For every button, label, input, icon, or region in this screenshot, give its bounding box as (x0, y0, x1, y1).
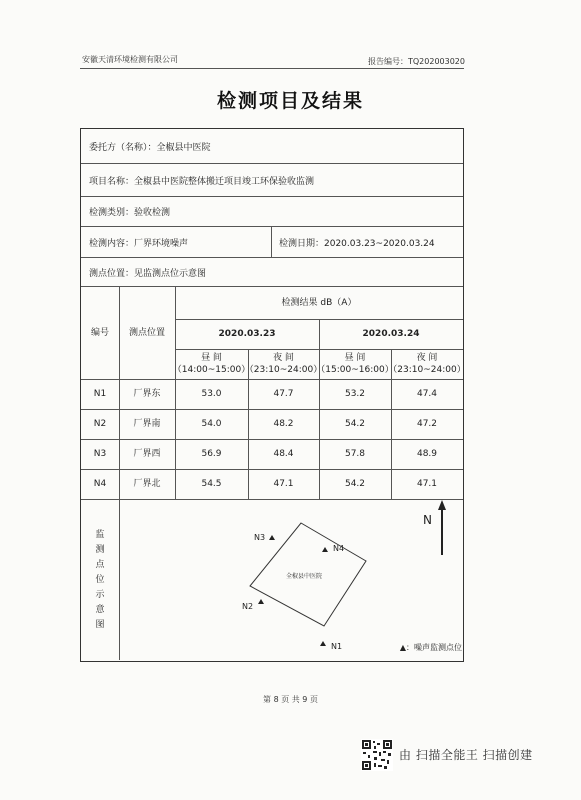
point-label: N1 (331, 642, 343, 651)
diagram-label-char: 位 (95, 574, 105, 585)
points-row (81, 258, 463, 287)
legend-text: ▲：噪声监测点位 (399, 643, 462, 652)
report-number: 报告编号：TQ202003020 (368, 57, 465, 66)
table-cell: 54.2 (344, 419, 366, 429)
table-row-loc: 厂界北 (133, 479, 161, 489)
results-form (80, 128, 464, 662)
table-row-id: N1 (93, 389, 107, 399)
table-cell: 56.9 (201, 449, 222, 459)
project-text: 项目名称：全椒县中医院整体搬迁项目竣工环保验收监测 (89, 176, 315, 187)
table-row-loc: 厂界西 (133, 449, 161, 459)
content-text: 检测内容：厂界环境噪声 (89, 238, 189, 249)
north-arrowhead-icon (438, 500, 446, 510)
date-header-2: 2020.03.24 (362, 329, 420, 339)
table-cell: 47.4 (416, 389, 438, 399)
type-row (81, 197, 463, 227)
diagram-label-char: 意 (95, 604, 105, 615)
table-row-loc: 厂界东 (133, 389, 161, 399)
table-cell: 47.1 (273, 479, 294, 489)
period-4 (388, 349, 466, 379)
table-row-id: N3 (93, 449, 107, 459)
diagram-label-char: 图 (95, 619, 105, 630)
page-title: 检测项目及结果 (216, 90, 364, 112)
table-row-id: N4 (93, 479, 107, 489)
client-row (81, 129, 463, 164)
building-label: 全椒县中医院 (285, 573, 323, 580)
period-time: （15:00~16:00） (316, 365, 394, 375)
table-cell: 48.4 (273, 449, 294, 459)
diagram-label (81, 500, 119, 660)
client-text: 委托方（名称）：全椒县中医院 (89, 142, 211, 153)
period-3 (316, 349, 394, 379)
header-divider (80, 68, 464, 69)
type-text: 检测类别：验收检测 (89, 208, 171, 218)
project-row (81, 164, 463, 197)
table-row-id: N2 (93, 419, 107, 429)
result-header: 检测结果 dB（A） (281, 298, 357, 308)
table-cell: 54.0 (201, 419, 222, 429)
period-label: 夜 间 (273, 353, 294, 363)
monitoring-diagram (120, 500, 463, 660)
point-triangle-icon (258, 599, 264, 604)
company-name: 安徽天清环境检测有限公司 (82, 55, 178, 64)
table-cell: 47.2 (416, 419, 438, 429)
period-time: （14:00~15:00） (172, 365, 251, 375)
qr-code-icon (361, 739, 393, 771)
point-triangle-icon (322, 547, 328, 552)
point-triangle-icon (320, 641, 326, 646)
content-row (81, 227, 463, 258)
point-label: N3 (254, 533, 266, 542)
point-label: N2 (242, 602, 254, 611)
date-text: 检测日期：2020.03.23~2020.03.24 (279, 238, 435, 249)
diagram-label-char: 测 (95, 544, 105, 555)
col-location-header: 测点位置 (128, 328, 165, 338)
table-cell: 54.2 (344, 479, 366, 489)
page-number: 第 8 页 共 9 页 (263, 695, 318, 704)
points-text: 测点位置：见监测点位示意图 (89, 268, 207, 279)
diagram-label-char: 点 (95, 559, 105, 570)
table-cell: 53.0 (201, 389, 222, 399)
period-time: （23:10~24:00） (244, 365, 323, 375)
diagram-label-char: 示 (95, 589, 105, 600)
period-label: 夜 间 (416, 353, 438, 363)
period-label: 昼 间 (201, 353, 222, 363)
period-time: （23:10~24:00） (388, 365, 466, 375)
scanner-watermark: 由 扫描全能王 扫描创建 (399, 748, 533, 762)
content-divider (271, 227, 272, 258)
table-cell: 57.8 (344, 449, 366, 459)
period-2 (244, 349, 323, 379)
period-label: 昼 间 (344, 353, 366, 363)
period-1 (172, 349, 251, 379)
point-label: N4 (333, 544, 345, 553)
table-cell: 47.7 (273, 389, 294, 399)
date-header-1: 2020.03.23 (218, 329, 276, 339)
table-cell: 47.1 (416, 479, 438, 489)
col-number-header: 编号 (90, 328, 109, 338)
table-cell: 48.2 (273, 419, 294, 429)
north-label: N (423, 513, 432, 527)
table-cell: 53.2 (344, 389, 366, 399)
table-cell: 48.9 (416, 449, 438, 459)
point-triangle-icon (269, 535, 275, 540)
table-cell: 54.5 (201, 479, 222, 489)
diagram-label-char: 监 (95, 529, 105, 540)
table-row-loc: 厂界南 (133, 419, 161, 429)
